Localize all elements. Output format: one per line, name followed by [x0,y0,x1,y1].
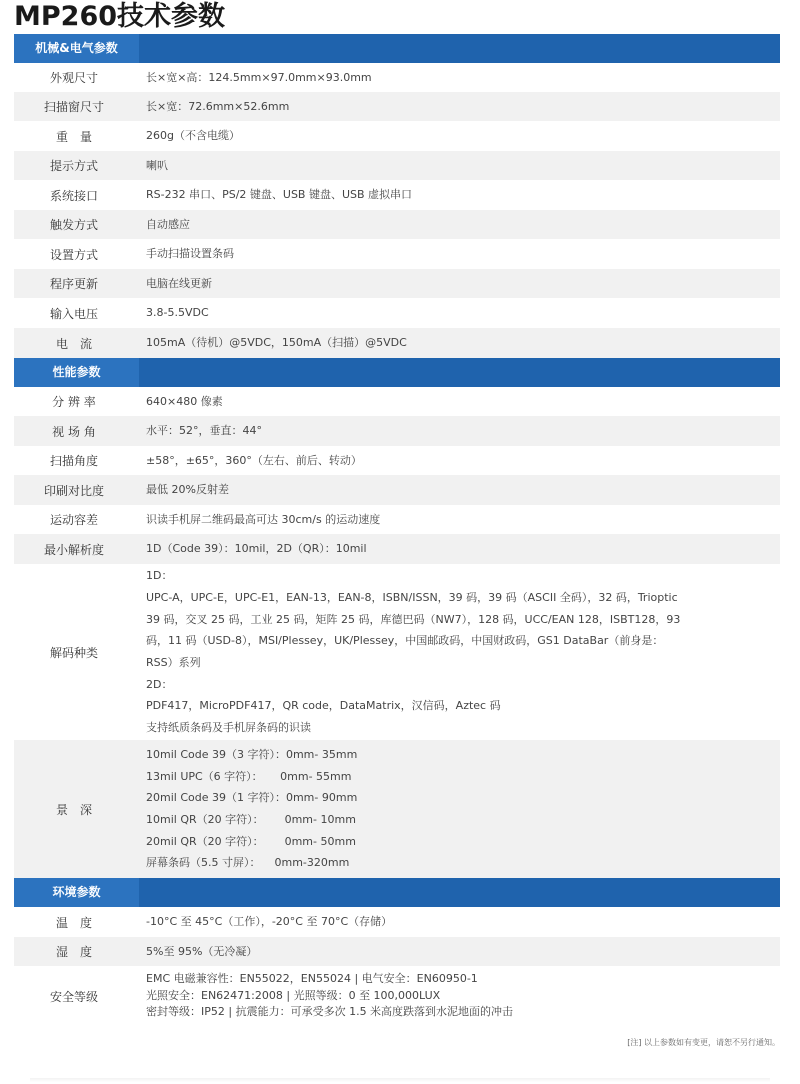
depth-line: 13mil UPC（6 字符）： 0mm- 55mm [146,769,352,783]
safety-line: EMC 电磁兼容性：EN55022，EN55024 | 电气安全：EN60950-1 [146,972,478,986]
symbology-line: 1D： [146,569,173,583]
row-value: 手动扫描设置条码 [146,247,234,260]
section-header-perf [14,358,780,387]
symbology-line: 支持纸质条码及手机屏条码的识读 [146,721,311,735]
spec-row-weight [14,121,780,151]
row-value: -10°C 至 45°C（工作），-20°C 至 70°C（存储） [146,915,393,928]
depth-line: 屏幕条码（5.5 寸屏）： 0mm-320mm [146,856,350,870]
symbology-line: RSS）系列 [146,656,201,669]
depth-line: 10mil QR（20 字符）： 0mm- 10mm [146,813,356,826]
row-value: RS-232 串口、PS/2 键盘、USB 键盘、USB 虚拟串口 [146,188,413,201]
spec-row-fov [14,416,780,446]
row-label: 温 度 [55,915,92,930]
row-value: 识读手机屏二维码最高可达 30cm/s 的运动速度 [146,512,381,526]
row-value: 电脑在线更新 [146,276,212,290]
row-label: 解码种类 [49,645,98,660]
row-label: 外观尺寸 [49,71,98,85]
row-label: 输入电压 [49,306,98,321]
row-label: 设置方式 [49,247,98,262]
row-label: 最小解析度 [43,542,104,557]
row-label: 视 场 角 [52,424,96,439]
spec-row-alert [14,151,780,180]
spec-table [14,34,780,1026]
row-value: 5%至 95%（无冷凝） [146,944,258,958]
row-label: 程序更新 [49,277,98,291]
row-value: 105mA（待机）@5VDC，150mA（扫描）@5VDC [146,336,407,349]
depth-line: 20mil QR（20 字符）： 0mm- 50mm [146,834,356,848]
spec-row-setup [14,239,780,269]
row-label: 分 辨 率 [52,395,96,409]
spec-row-interface [14,180,780,210]
symbology-line: UPC-A，UPC-E，UPC-E1，EAN-13，EAN-8，ISBN/ISSN，39 码，39 码（ASCII 全码），32 码，Trioptic [146,590,678,604]
row-value: 自动感应 [146,217,190,231]
symbology-line: 码，11 码（USD-8），MSI/Plessey，UK/Plessey，中国邮政码，中国财政码，GS1 DataBar（前身是： [146,634,664,648]
row-label: 湿 度 [55,945,92,959]
row-value: 640×480 像素 [146,394,223,408]
row-label: 安全等级 [49,989,98,1004]
row-value: 1D（Code 39）：10mil，2D（QR）：10mil [146,542,367,555]
row-label: 扫描角度 [49,454,98,468]
spec-row-symbologies [14,564,780,740]
safety-line: 光照安全：EN62471:2008 | 光照等级：0 至 100,000LUX [146,988,441,1002]
section-title: 机械&电气参数 [14,34,139,63]
spec-row-min-resolution [14,534,780,564]
row-label: 重 量 [55,129,92,144]
spec-row-current [14,328,780,358]
row-value: ±58°，±65°，360°（左右、前后、转动） [146,453,362,467]
row-value: 260g（不含电缆） [146,129,240,142]
row-value: 水平：52°，垂直：44° [146,424,262,437]
spec-row-depth-of-field [14,740,780,878]
spec-row-trigger [14,210,780,239]
section-header-mech [14,34,780,63]
row-label: 运动容差 [49,513,98,527]
spec-row-window [14,92,780,121]
section-title: 环境参数 [14,878,139,907]
symbology-line: 39 码，交叉 25 码，工业 25 码，矩阵 25 码，库德巴码（NW7），128 码，UCC/EAN 128，ISBT128，93 [146,612,681,626]
row-value: 最低 20%反射差 [146,483,229,496]
row-label: 触发方式 [49,218,98,232]
depth-line: 20mil Code 39（1 字符）：0mm- 90mm [146,791,358,805]
footnote: [注] 以上参数如有变更，请恕不另行通知。 [627,1038,780,1047]
row-label: 扫描窗尺寸 [43,100,104,114]
bottom-divider [30,1078,770,1082]
row-value: 长×宽×高：124.5mm×97.0mm×93.0mm [146,70,372,84]
spec-row-safety [14,966,780,1026]
row-value [134,971,780,1021]
row-label: 电 流 [55,336,92,351]
section-title: 性能参数 [14,358,139,387]
spec-row-scan-angle [14,446,780,475]
row-value [134,744,780,874]
row-value [134,561,780,743]
row-value: 喇叭 [146,158,168,172]
row-label: 提示方式 [49,159,98,173]
row-label: 印刷对比度 [43,483,104,498]
page-title: MP260技术参数 [14,1,226,32]
row-label: 景 深 [55,802,92,817]
depth-line: 10mil Code 39（3 字符）：0mm- 35mm [146,747,358,761]
spec-row-motion [14,505,780,534]
spec-row-size [14,63,780,92]
section-header-env [14,878,780,907]
symbology-line: 2D： [146,677,173,691]
safety-line: 密封等级：IP52 | 抗震能力：可承受多次 1.5 米高度跌落到水泥地面的冲击 [146,1005,514,1019]
row-value: 长×宽：72.6mm×52.6mm [146,99,290,113]
spec-row-voltage [14,298,780,328]
spec-row-temperature [14,907,780,937]
spec-row-resolution [14,387,780,416]
spec-row-update [14,269,780,298]
spec-row-humidity [14,937,780,966]
spec-row-contrast [14,475,780,505]
symbology-line: PDF417，MicroPDF417，QR code，DataMatrix，汉信码，Aztec 码 [146,699,501,713]
row-value: 3.8-5.5VDC [146,306,209,319]
row-label: 系统接口 [49,188,98,203]
